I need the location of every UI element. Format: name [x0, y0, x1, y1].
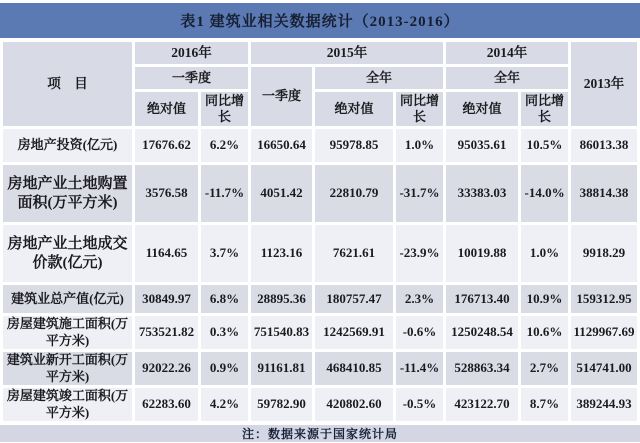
cell-value: -23.9% — [396, 225, 443, 282]
table-title: 表1 建筑业相关数据统计（2013-2016） — [0, 3, 640, 38]
cell-value: 420802.60 — [315, 388, 393, 421]
cell-value: 6.8% — [201, 285, 248, 313]
cell-value: 30849.97 — [135, 285, 198, 313]
table-row — [3, 388, 637, 421]
header-2014-abs: 绝对值 — [446, 92, 518, 126]
cell-value: 1250248.54 — [446, 316, 518, 349]
cell-value: 159312.95 — [571, 285, 637, 313]
cell-value: 0.9% — [201, 352, 248, 385]
header-2015-fullyear: 全年 — [315, 67, 443, 89]
cell-value: 16650.64 — [251, 129, 312, 162]
cell-value: 0.3% — [201, 316, 248, 349]
row-label: 房地产投资(亿元) — [3, 129, 132, 162]
table-row — [3, 129, 637, 162]
header-2016-yoy: 同比增长 — [201, 92, 248, 126]
cell-value: -0.6% — [396, 316, 443, 349]
cell-value: 8.7% — [521, 388, 568, 421]
header-year-2013: 2013年 — [571, 42, 637, 126]
header-year-2014: 2014年 — [446, 42, 568, 64]
cell-value: 10019.88 — [446, 225, 518, 282]
construction-stats-table — [0, 39, 640, 424]
cell-value: 528863.34 — [446, 352, 518, 385]
cell-value: 10.6% — [521, 316, 568, 349]
cell-value: 1.0% — [396, 129, 443, 162]
table-row — [3, 352, 637, 385]
cell-value: 86013.38 — [571, 129, 637, 162]
table-row — [3, 316, 637, 349]
cell-value: 1164.65 — [135, 225, 198, 282]
cell-value: 176713.40 — [446, 285, 518, 313]
cell-value: 753521.82 — [135, 316, 198, 349]
cell-value: 468410.85 — [315, 352, 393, 385]
cell-value: 10.5% — [521, 129, 568, 162]
cell-value: 28895.36 — [251, 285, 312, 313]
cell-value: 2.3% — [396, 285, 443, 313]
row-label: 建筑业新开工面积(万平方米) — [3, 352, 132, 385]
cell-value: 95978.85 — [315, 129, 393, 162]
cell-value: -31.7% — [396, 165, 443, 222]
cell-value: 91161.81 — [251, 352, 312, 385]
row-label: 房屋建筑施工面积(万平方米) — [3, 316, 132, 349]
header-year-2016: 2016年 — [135, 42, 248, 64]
header-2016-q1: 一季度 — [135, 67, 248, 89]
row-label: 建筑业总产值(亿元) — [3, 285, 132, 313]
cell-value: 9918.29 — [571, 225, 637, 282]
cell-value: 3.7% — [201, 225, 248, 282]
cell-value: 1123.16 — [251, 225, 312, 282]
header-2016-abs: 绝对值 — [135, 92, 198, 126]
cell-value: 92022.26 — [135, 352, 198, 385]
cell-value: 33383.03 — [446, 165, 518, 222]
header-2014-fullyear: 全年 — [446, 67, 568, 89]
cell-value: 3576.58 — [135, 165, 198, 222]
cell-value: 1129967.69 — [571, 316, 637, 349]
table-row — [3, 225, 637, 282]
cell-value: 751540.83 — [251, 316, 312, 349]
row-label: 房地产业土地成交价款(亿元) — [3, 225, 132, 282]
cell-value: 7621.61 — [315, 225, 393, 282]
cell-value: 2.7% — [521, 352, 568, 385]
cell-value: -0.5% — [396, 388, 443, 421]
header-2015-abs: 绝对值 — [315, 92, 393, 126]
cell-value: 17676.62 — [135, 129, 198, 162]
cell-value: 423122.70 — [446, 388, 518, 421]
cell-value: 4.2% — [201, 388, 248, 421]
cell-value: 62283.60 — [135, 388, 198, 421]
header-year-2015: 2015年 — [251, 42, 443, 64]
header-2015-q1: 一季度 — [251, 67, 312, 126]
table-row — [3, 165, 637, 222]
cell-value: 10.9% — [521, 285, 568, 313]
cell-value: 1.0% — [521, 225, 568, 282]
cell-value: 180757.47 — [315, 285, 393, 313]
cell-value: 22810.79 — [315, 165, 393, 222]
cell-value: 59782.90 — [251, 388, 312, 421]
cell-value: 1242569.91 — [315, 316, 393, 349]
cell-value: -14.0% — [521, 165, 568, 222]
row-label: 房屋建筑竣工面积(万平方米) — [3, 388, 132, 421]
table-row — [3, 285, 637, 313]
header-2014-yoy: 同比增长 — [521, 92, 568, 126]
source-note: 注：数据来源于国家统计局 — [0, 425, 640, 442]
cell-value: 95035.61 — [446, 129, 518, 162]
header-row-years — [3, 42, 637, 64]
cell-value: -11.4% — [396, 352, 443, 385]
cell-value: 389244.93 — [571, 388, 637, 421]
cell-value: 38814.38 — [571, 165, 637, 222]
header-project: 项 目 — [3, 42, 132, 126]
row-label: 房地产业土地购置面积(万平方米) — [3, 165, 132, 222]
cell-value: 514741.00 — [571, 352, 637, 385]
header-2015-yoy: 同比增长 — [396, 92, 443, 126]
cell-value: -11.7% — [201, 165, 248, 222]
cell-value: 6.2% — [201, 129, 248, 162]
cell-value: 4051.42 — [251, 165, 312, 222]
